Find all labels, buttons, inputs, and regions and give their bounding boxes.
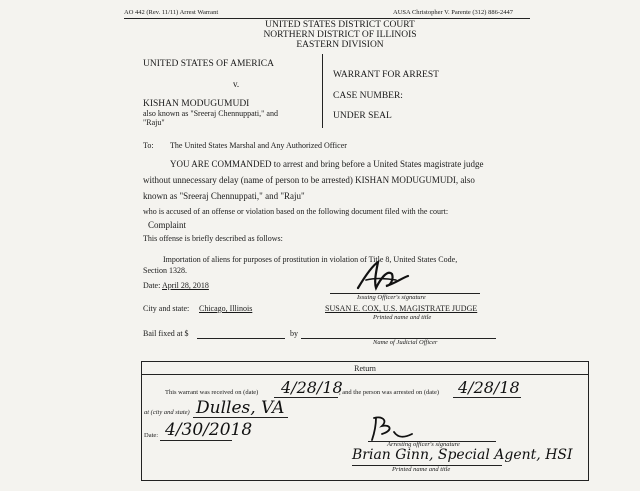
date-value: April 28, 2018 — [162, 281, 209, 290]
document-filed: Complaint — [148, 220, 186, 230]
return-date-line — [160, 440, 232, 441]
to-text: The United States Marshal and Any Authorized Officer — [170, 141, 347, 150]
offense-line2: Section 1328. — [143, 266, 187, 275]
judicial-caption: Name of Judicial Officer — [373, 339, 438, 346]
court-line3: EASTERN DIVISION — [296, 40, 384, 50]
received-date: 4/28/18 — [281, 378, 343, 397]
return-date-label: Date: — [144, 432, 159, 439]
to-label: To: — [143, 141, 154, 150]
bail-label: Bail fixed at $ — [143, 329, 189, 338]
received-text: This warrant was received on (date) — [165, 389, 259, 396]
judge-name: SUSAN E. COX, U.S. MAGISTRATE JUDGE — [325, 304, 478, 313]
return-printed-caption: Printed name and title — [392, 466, 451, 473]
arrested-date: 4/28/18 — [458, 378, 520, 397]
at-value: Dulles, VA — [196, 398, 285, 418]
aka-line1: also known as "Sreeraj Chennuppati," and — [143, 109, 278, 118]
ausa-contact: AUSA Christopher V. Parente (312) 886-2447 — [393, 9, 514, 16]
arrested-line — [453, 397, 521, 398]
return-title-rule — [141, 374, 589, 375]
aka-line2: "Raju" — [143, 118, 165, 127]
command-line1: YOU ARE COMMANDED to arrest and bring before a United States magistrate judge — [170, 159, 484, 169]
return-title: Return — [354, 364, 376, 373]
bail-line — [197, 338, 285, 339]
return-date-value: 4/30/2018 — [165, 420, 253, 440]
defendant: KISHAN MODUGUMUDI — [143, 99, 250, 109]
court-line1: UNITED STATES DISTRICT COURT — [265, 20, 415, 30]
arrested-text: , and the person was arrested on (date) — [339, 389, 439, 396]
command-line3: known as "Sreeraj Chennuppati," and "Raju" — [143, 191, 305, 201]
form-id: AO 442 (Rev. 11/11) Arrest Warrant — [124, 9, 219, 16]
caption-divider — [322, 54, 323, 128]
versus: v. — [233, 79, 240, 89]
date-label: Date: — [143, 281, 161, 290]
city-label: City and state: — [143, 304, 190, 313]
brief-text: This offense is briefly described as follows: — [143, 234, 283, 243]
header-rule — [124, 18, 530, 19]
plaintiff: UNITED STATES OF AMERICA — [143, 59, 274, 69]
case-number-label: CASE NUMBER: — [333, 91, 403, 101]
issuing-signature — [352, 258, 412, 294]
officer-printed-name: Brian Ginn, Special Agent, HSI — [352, 447, 573, 463]
issuing-caption: Issuing Officer's signature — [357, 294, 426, 301]
at-label: at (city and state) — [144, 409, 190, 416]
court-line2: NORTHERN DISTRICT OF ILLINOIS — [263, 30, 417, 40]
arresting-signature — [368, 414, 416, 444]
by-label: by — [290, 329, 298, 338]
offense-line1: Importation of aliens for purposes of prostitution in violation of Title 8, United States Code, — [163, 255, 458, 264]
printed-caption: Printed name and title — [373, 314, 432, 321]
command-line2: without unnecessary delay (name of person to be arrested) KISHAN MODUGUMUDI, also — [143, 175, 475, 185]
under-seal: UNDER SEAL — [333, 111, 392, 121]
warrant-title: WARRANT FOR ARREST — [333, 70, 439, 80]
city-value: Chicago, Illinois — [199, 304, 253, 313]
arresting-caption: Arresting officer's signature — [387, 441, 460, 448]
accused-text: who is accused of an offense or violation based on the following document filed with the court: — [143, 207, 449, 216]
